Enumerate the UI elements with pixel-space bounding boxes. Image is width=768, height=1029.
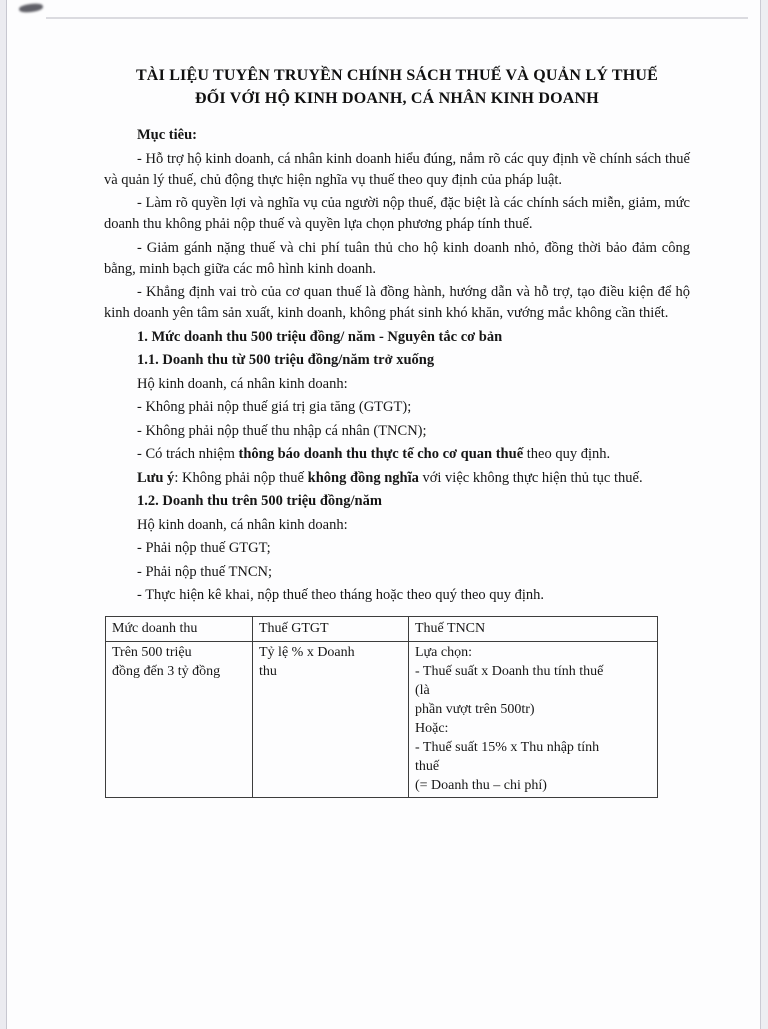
note-label: Lưu ý xyxy=(137,469,175,486)
note-text-post: với việc không thực hiện thủ tục thuế. xyxy=(418,469,643,486)
scan-left-edge xyxy=(0,0,7,1029)
note-text-mid: : Không phải nộp thuế xyxy=(174,469,308,486)
title-line-1: TÀI LIỆU TUYÊN TRUYỀN CHÍNH SÁCH THUẾ VÀ QUẢN LÝ THUẾ xyxy=(135,67,659,84)
table-cell-line: (= Doanh thu – chi phí) xyxy=(415,778,547,793)
list-item-responsibility xyxy=(104,444,690,465)
table-cell-line: - Thuế suất 15% x Thu nhập tính xyxy=(415,740,600,755)
header-gtgt-tax: Thuế GTGT xyxy=(253,617,409,642)
section-1-heading: 1. Mức doanh thu 500 triệu đồng/ năm - Nguyên tắc cơ bản xyxy=(137,328,503,345)
header-tncn-tax: Thuế TNCN xyxy=(409,617,658,642)
cell-tncn-method xyxy=(409,642,658,798)
table-cell-line: Hoặc: xyxy=(415,721,449,736)
objectives-label: Mục tiêu: xyxy=(137,127,197,143)
title-line-2: ĐỐI VỚI HỘ KINH DOANH, CÁ NHÂN KINH DOANH xyxy=(195,90,599,107)
document-title xyxy=(104,64,690,110)
list-item-no-gtgt: - Không phải nộp thuế giá trị gia tăng (GTGT); xyxy=(137,399,412,415)
objective-item-1: - Hỗ trợ hộ kinh doanh, cá nhân kinh doanh hiểu đúng, nắm rõ các quy định về chính sách thuế và quản lý thuế, chủ động thực hiện nghĩa vụ thuế theo quy định của pháp luật. xyxy=(104,150,690,188)
objective-item-2: - Làm rõ quyền lợi và nghĩa vụ của người nộp thuế, đặc biệt là các chính sách miễn, giảm, mức doanh thu không phải nộp thuế và quyền lựa chọn phương pháp tính thuế. xyxy=(104,195,690,232)
tax-table xyxy=(105,616,658,798)
scan-corner-smudge xyxy=(19,3,44,14)
objective-item-3: - Giảm gánh nặng thuế và chi phí tuân thủ cho hộ kinh doanh nhỏ, đồng thời bảo đảm công bằng, minh bạch giữa các mô hình kinh doanh. xyxy=(104,239,690,277)
objective-item-4: - Khẳng định vai trò của cơ quan thuế là đồng hành, hướng dẫn và hỗ trợ, tạo điều kiện để hộ kinh doanh yên tâm sản xuất, kinh doanh, không phát sinh khó khăn, vướng mắc không cần thiết. xyxy=(104,284,690,321)
note-text-bold: không đồng nghĩa xyxy=(307,469,419,486)
table-cell-line: thu xyxy=(259,664,277,679)
note-paragraph xyxy=(104,468,690,489)
list-item-pay-gtgt: - Phải nộp thuế GTGT; xyxy=(137,540,271,556)
section-1-2-heading: 1.2. Doanh thu trên 500 triệu đồng/năm xyxy=(137,493,382,509)
header-revenue-level: Mức doanh thu xyxy=(106,617,253,642)
cell-revenue-range xyxy=(106,642,253,798)
tax-table-header-row xyxy=(106,617,658,642)
table-cell-line: Lựa chọn: xyxy=(415,645,472,660)
list-item-pay-tncn: - Phải nộp thuế TNCN; xyxy=(137,563,273,580)
table-cell-line: đồng đến 3 tỷ đồng xyxy=(112,664,221,679)
scan-right-edge xyxy=(760,0,768,1029)
table-cell-line: - Thuế suất x Doanh thu tính thuế xyxy=(415,664,604,679)
tax-table-row xyxy=(106,642,658,798)
responsibility-text-post: theo quy định. xyxy=(523,446,611,462)
list-item-declare: - Thực hiện kê khai, nộp thuế theo tháng hoặc theo quý theo quy định. xyxy=(137,587,545,603)
document-page xyxy=(104,0,690,798)
section-1-2-intro: Hộ kinh doanh, cá nhân kinh doanh: xyxy=(137,516,348,533)
table-cell-line: Tỷ lệ % x Doanh xyxy=(259,645,355,660)
table-cell-line: phần vượt trên 500tr) xyxy=(415,702,535,717)
list-item-no-tncn: - Không phải nộp thuế thu nhập cá nhân (TNCN); xyxy=(137,422,427,439)
section-1-1-heading: 1.1. Doanh thu từ 500 triệu đồng/năm trở xuống xyxy=(137,352,435,368)
responsibility-text-pre: - Có trách nhiệm xyxy=(137,446,239,462)
table-cell-line: (là xyxy=(415,683,430,698)
table-cell-line: thuế xyxy=(415,759,440,774)
table-cell-line: Trên 500 triệu xyxy=(112,645,192,660)
responsibility-text-bold: thông báo doanh thu thực tế cho cơ quan thuế xyxy=(238,446,524,462)
section-1-1-intro: Hộ kinh doanh, cá nhân kinh doanh: xyxy=(137,375,348,392)
cell-gtgt-method xyxy=(253,642,409,798)
